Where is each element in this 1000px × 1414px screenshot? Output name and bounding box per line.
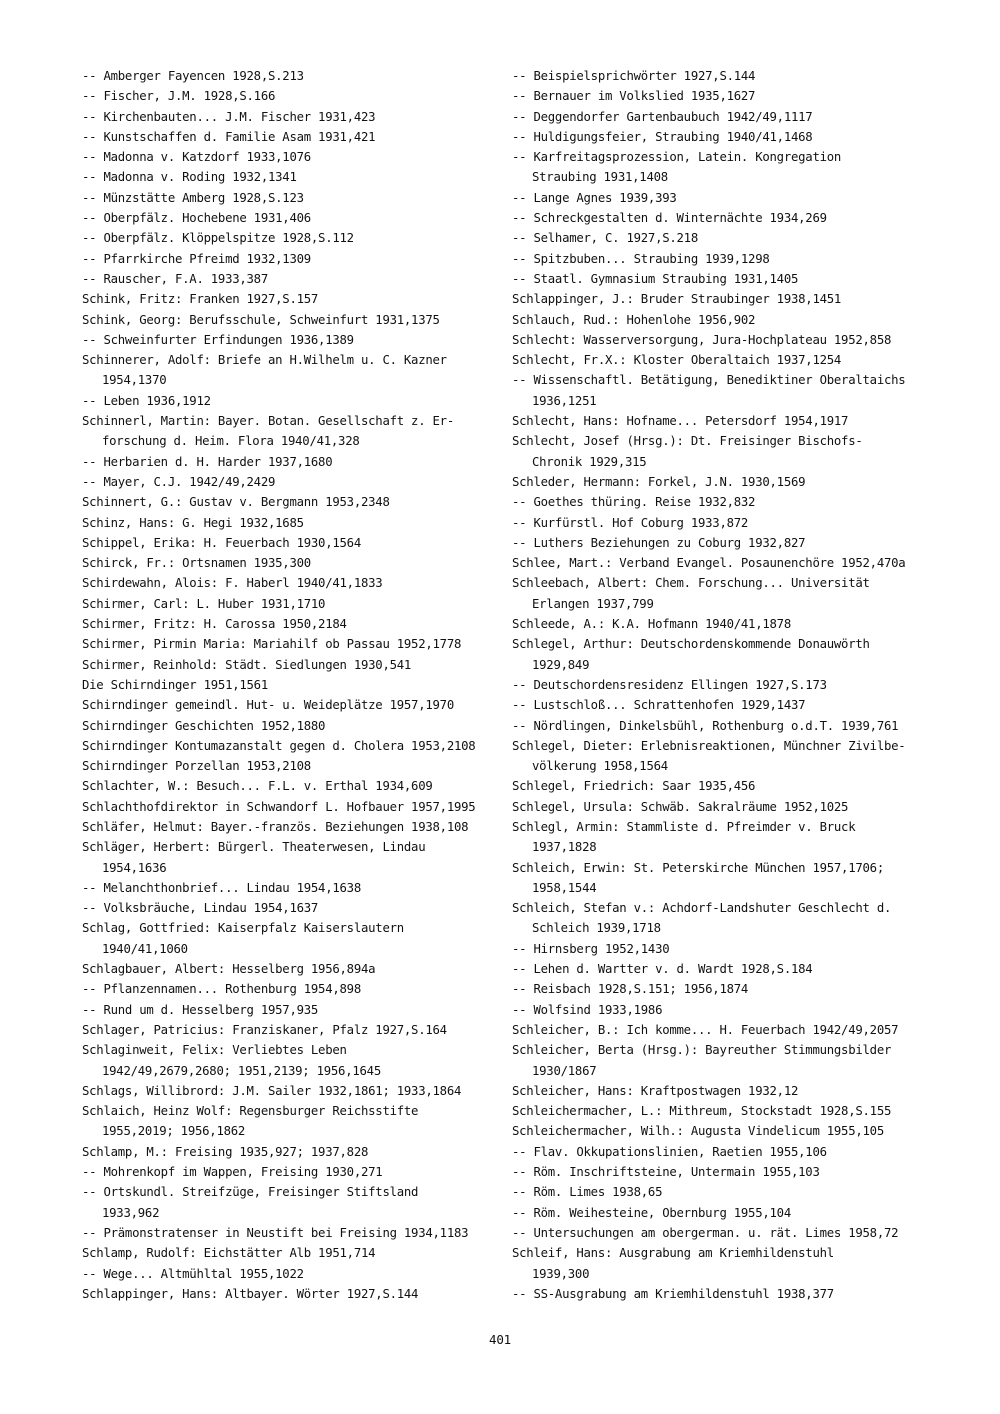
entry-line: -- Fischer, J.M. 1928,S.166 (82, 89, 276, 104)
index-entry (82, 614, 482, 634)
entry-continuation-line: 1937,1828 (532, 840, 597, 855)
index-entry (82, 776, 482, 796)
left-column (82, 66, 482, 1304)
index-entry (82, 1264, 482, 1284)
entry-line: Schlegel, Ursula: Schwäb. Sakralräume 1952,1025 (512, 799, 849, 814)
entry-line: Schlegel, Friedrich: Saar 1935,456 (512, 779, 756, 794)
entry-continuation-line: völkerung 1958,1564 (532, 759, 668, 774)
index-entry (82, 1223, 482, 1243)
index-entry (512, 1040, 922, 1081)
index-entry (82, 533, 482, 553)
index-entry (82, 86, 482, 106)
entry-line: -- Schreckgestalten d. Winternächte 1934,269 (512, 211, 827, 226)
entry-line: Schirndinger gemeindl. Hut- u. Weideplätze 1957,1970 (82, 698, 454, 713)
entry-line: Schläger, Herbert: Bürgerl. Theaterwesen, Lindau (82, 840, 426, 855)
index-entry (82, 959, 482, 979)
index-entry (82, 1142, 482, 1162)
entry-continuation-line: 1954,1370 (102, 373, 167, 388)
entry-continuation-line: forschung d. Heim. Flora 1940/41,328 (102, 434, 360, 449)
entry-line: Schleicher, Hans: Kraftpostwagen 1932,12 (512, 1083, 799, 1098)
entry-line: Schleif, Hans: Ausgrabung am Kriemhildenstuhl (512, 1246, 834, 1261)
index-entry (82, 1162, 482, 1182)
entry-line: -- Amberger Fayencen 1928,S.213 (82, 69, 304, 83)
entry-line: Schleicher, B.: Ich komme... H. Feuerbach 1942/49,2057 (512, 1022, 899, 1037)
index-entry (512, 472, 922, 492)
entry-line: Schlachter, W.: Besuch... F.L. v. Erthal 1934,609 (82, 779, 433, 794)
entry-line: Schlecht, Fr.X.: Kloster Oberaltaich 1937,1254 (512, 353, 842, 368)
entry-line: -- Lustschloß... Schrattenhofen 1929,1437 (512, 698, 806, 713)
entry-line: -- Reisbach 1928,S.151; 1956,1874 (512, 982, 749, 997)
entry-line: -- Lange Agnes 1939,393 (512, 190, 677, 205)
index-entry (82, 167, 482, 187)
entry-continuation-line: 1958,1544 (532, 880, 597, 895)
index-entry (512, 310, 922, 330)
index-entry (512, 959, 922, 979)
entry-line: Schlachthofdirektor in Schwandorf L. Hofbauer 1957,1995 (82, 799, 476, 814)
index-entry (512, 1182, 922, 1202)
index-entry (82, 716, 482, 736)
entry-line: Schleicher, Berta (Hrsg.): Bayreuther Stimmungsbilder (512, 1043, 892, 1058)
index-entry (82, 797, 482, 817)
entry-line: Schlappinger, Hans: Altbayer. Wörter 1927,S.144 (82, 1286, 419, 1301)
entry-line: -- Oberpfälz. Hochebene 1931,406 (82, 211, 311, 226)
entry-line: -- Madonna v. Roding 1932,1341 (82, 170, 297, 185)
entry-line: Schirmer, Reinhold: Städt. Siedlungen 1930,541 (82, 657, 412, 672)
entry-line: Schlegl, Armin: Stammliste d. Pfreimder v. Bruck (512, 819, 856, 834)
left-entry-list (82, 66, 482, 1304)
right-column (512, 66, 922, 1304)
index-entry (512, 188, 922, 208)
index-entry (512, 939, 922, 959)
index-entry (82, 918, 482, 959)
index-entry (82, 66, 482, 86)
entry-line: Schlamp, Rudolf: Eichstätter Alb 1951,714 (82, 1246, 376, 1261)
entry-line: Schlecht, Josef (Hrsg.): Dt. Freisinger Bischofs- (512, 434, 863, 449)
index-entry (82, 573, 482, 593)
right-entry-list (512, 66, 922, 1304)
index-entry (82, 979, 482, 999)
index-entry (512, 634, 922, 675)
index-entry (512, 330, 922, 350)
entry-line: Schinnerl, Martin: Bayer. Botan. Gesellschaft z. Er- (82, 414, 454, 429)
index-entry (82, 1101, 482, 1142)
index-entry (82, 310, 482, 330)
index-entry (512, 208, 922, 228)
entry-line: -- Leben 1936,1912 (82, 393, 211, 408)
index-entry (512, 107, 922, 127)
index-entry (512, 127, 922, 147)
index-entry (82, 634, 482, 654)
index-entry (82, 513, 482, 533)
index-entry (82, 655, 482, 675)
entry-line: -- Röm. Inschriftsteine, Untermain 1955,103 (512, 1165, 820, 1180)
entry-line: Schleder, Hermann: Forkel, J.N. 1930,1569 (512, 474, 806, 489)
page-number: 401 (489, 1332, 511, 1347)
index-entry (512, 228, 922, 248)
entry-line: Schleede, A.: K.A. Hofmann 1940/41,1878 (512, 617, 791, 632)
entry-continuation-line: Straubing 1931,1408 (532, 170, 668, 185)
entry-line: Schlagbauer, Albert: Hesselberg 1956,894a (82, 962, 376, 977)
entry-continuation-line: 1939,300 (532, 1266, 590, 1281)
entry-line: Schlegel, Dieter: Erlebnisreaktionen, Münchner Zivilbe- (512, 738, 906, 753)
index-entry (82, 492, 482, 512)
entry-line: -- Rund um d. Hesselberg 1957,935 (82, 1002, 319, 1017)
index-entry (82, 411, 482, 452)
entry-line: -- Kirchenbauten... J.M. Fischer 1931,423 (82, 109, 376, 124)
entry-line: -- Röm. Limes 1938,65 (512, 1185, 663, 1200)
entry-line: Schirmer, Pirmin Maria: Mariahilf ob Passau 1952,1778 (82, 637, 462, 652)
entry-continuation-line: 1942/49,2679,2680; 1951,2139; 1956,1645 (102, 1063, 381, 1078)
index-entry (82, 188, 482, 208)
entry-line: Schlecht: Wasserversorgung, Jura-Hochplateau 1952,858 (512, 332, 892, 347)
entry-continuation-line: Schleich 1939,1718 (532, 921, 661, 936)
index-entry (512, 431, 922, 472)
index-entry (512, 1223, 922, 1243)
index-entry (82, 472, 482, 492)
index-entry (512, 533, 922, 553)
index-entry (512, 86, 922, 106)
entry-line: Schleich, Stefan v.: Achdorf-Landshuter Geschlecht d. (512, 901, 892, 916)
entry-line: -- Huldigungsfeier, Straubing 1940/41,1468 (512, 129, 813, 144)
entry-line: Schink, Georg: Berufsschule, Schweinfurt 1931,1375 (82, 312, 440, 327)
index-entry (512, 492, 922, 512)
index-entry (82, 675, 482, 695)
entry-line: Schinz, Hans: G. Hegi 1932,1685 (82, 515, 304, 530)
index-entry (512, 66, 922, 86)
entry-line: -- Deggendorfer Gartenbaubuch 1942/49,1117 (512, 109, 813, 124)
entry-line: -- Staatl. Gymnasium Straubing 1931,1405 (512, 271, 799, 286)
index-entry (512, 614, 922, 634)
entry-line: -- Selhamer, C. 1927,S.218 (512, 231, 698, 246)
index-entry (82, 1243, 482, 1263)
entry-line: -- Rauscher, F.A. 1933,387 (82, 271, 268, 286)
entry-line: -- Untersuchungen am obergerman. u. rät. Limes 1958,72 (512, 1225, 899, 1240)
entry-line: -- Flav. Okkupationslinien, Raetien 1955,106 (512, 1144, 827, 1159)
entry-line: -- Pfarrkirche Pfreimd 1932,1309 (82, 251, 311, 266)
index-entry (512, 1081, 922, 1101)
entry-line: Schirndinger Porzellan 1953,2108 (82, 759, 311, 774)
index-entry (82, 1020, 482, 1040)
entry-line: -- Röm. Weihesteine, Obernburg 1955,104 (512, 1205, 791, 1220)
index-entry (82, 878, 482, 898)
index-entry (82, 1284, 482, 1304)
index-entry (512, 370, 922, 411)
entry-line: Schlaginweit, Felix: Verliebtes Leben (82, 1043, 347, 1058)
entry-line: -- Pflanzennamen... Rothenburg 1954,898 (82, 982, 361, 997)
entry-line: -- Karfreitagsprozession, Latein. Kongregation (512, 150, 842, 165)
entry-line: Schlappinger, J.: Bruder Straubinger 1938,1451 (512, 292, 842, 307)
index-entry (512, 675, 922, 695)
entry-line: -- Ortskundl. Streifzüge, Freisinger Stiftsland (82, 1185, 419, 1200)
index-entry (512, 147, 922, 188)
index-entry (82, 107, 482, 127)
entry-line: Schippel, Erika: H. Feuerbach 1930,1564 (82, 535, 361, 550)
index-entry (82, 147, 482, 167)
entry-continuation-line: Erlangen 1937,799 (532, 596, 654, 611)
entry-continuation-line: 1940/41,1060 (102, 941, 188, 956)
entry-continuation-line: 1954,1636 (102, 860, 167, 875)
entry-line: Schinnert, G.: Gustav v. Bergmann 1953,2348 (82, 495, 390, 510)
entry-line: -- Wege... Altmühltal 1955,1022 (82, 1266, 304, 1281)
index-entry (82, 1182, 482, 1223)
index-entry (512, 716, 922, 736)
entry-continuation-line: 1929,849 (532, 657, 590, 672)
index-entry (82, 1081, 482, 1101)
index-entry (82, 837, 482, 878)
index-entry (512, 1121, 922, 1141)
index-entry (512, 695, 922, 715)
index-entry (512, 1203, 922, 1223)
entry-line: Schleich, Erwin: St. Peterskirche München 1957,1706; (512, 860, 884, 875)
index-entry (82, 594, 482, 614)
entry-line: Schlamp, M.: Freising 1935,927; 1937,828 (82, 1144, 369, 1159)
index-entry (512, 573, 922, 614)
index-entry (512, 1284, 922, 1304)
index-entry (512, 858, 922, 899)
index-entry (512, 1101, 922, 1121)
index-entry (82, 269, 482, 289)
index-entry (512, 289, 922, 309)
index-entry (82, 228, 482, 248)
index-entry (82, 452, 482, 472)
entry-line: Die Schirndinger 1951,1561 (82, 677, 268, 692)
entry-line: -- Beispielsprichwörter 1927,S.144 (512, 69, 756, 83)
entry-line: Schlag, Gottfried: Kaiserpfalz Kaiserslautern (82, 921, 404, 936)
index-entry (512, 736, 922, 777)
entry-line: Schinnerer, Adolf: Briefe an H.Wilhelm u. C. Kazner (82, 353, 447, 368)
entry-line: -- Prämonstratenser in Neustift bei Freising 1934,1183 (82, 1225, 469, 1240)
index-entry (82, 208, 482, 228)
entry-continuation-line: 1930/1867 (532, 1063, 597, 1078)
index-entry (82, 695, 482, 715)
entry-line: -- Melanchthonbrief... Lindau 1954,1638 (82, 880, 361, 895)
entry-continuation-line: 1936,1251 (532, 393, 597, 408)
entry-line: -- Goethes thüring. Reise 1932,832 (512, 495, 756, 510)
index-entry (82, 330, 482, 350)
entry-line: Schlee, Mart.: Verband Evangel. Posaunenchöre 1952,470a (512, 556, 906, 571)
entry-continuation-line: 1955,2019; 1956,1862 (102, 1124, 246, 1139)
entry-line: Schirndinger Geschichten 1952,1880 (82, 718, 326, 733)
entry-line: -- Spitzbuben... Straubing 1939,1298 (512, 251, 770, 266)
index-entry (512, 1162, 922, 1182)
index-entry (512, 1020, 922, 1040)
entry-line: Schlager, Patricius: Franziskaner, Pfalz 1927,S.164 (82, 1022, 447, 1037)
entry-line: Schleichermacher, Wilh.: Augusta Vindelicum 1955,105 (512, 1124, 884, 1139)
index-entry (512, 1000, 922, 1020)
index-entry (82, 350, 482, 391)
entry-line: -- Bernauer im Volkslied 1935,1627 (512, 89, 756, 104)
entry-line: Schirndinger Kontumazanstalt gegen d. Cholera 1953,2108 (82, 738, 476, 753)
entry-line: Schlegel, Arthur: Deutschordenskommende Donauwörth (512, 637, 870, 652)
entry-line: -- Nördlingen, Dinkelsbühl, Rothenburg o.d.T. 1939,761 (512, 718, 899, 733)
entry-line: -- Volksbräuche, Lindau 1954,1637 (82, 901, 319, 916)
entry-line: -- Luthers Beziehungen zu Coburg 1932,827 (512, 535, 806, 550)
entry-line: Schleichermacher, L.: Mithreum, Stockstadt 1928,S.155 (512, 1104, 892, 1119)
entry-line: -- Wissenschaftl. Betätigung, Benediktiner Oberaltaichs (512, 373, 906, 388)
entry-line: -- Münzstätte Amberg 1928,S.123 (82, 190, 304, 205)
entry-line: -- Schweinfurter Erfindungen 1936,1389 (82, 332, 354, 347)
entry-line: -- Lehen d. Wartter v. d. Wardt 1928,S.184 (512, 962, 813, 977)
entry-line: Schink, Fritz: Franken 1927,S.157 (82, 292, 319, 307)
entry-line: -- Hirnsberg 1952,1430 (512, 941, 670, 956)
entry-line: Schleebach, Albert: Chem. Forschung... Universität (512, 576, 870, 591)
index-entry (82, 289, 482, 309)
entry-line: Schlags, Willibrord: J.M. Sailer 1932,1861; 1933,1864 (82, 1083, 462, 1098)
entry-continuation-line: Chronik 1929,315 (532, 454, 647, 469)
entry-continuation-line: 1933,962 (102, 1205, 160, 1220)
index-entry (82, 756, 482, 776)
index-entry (512, 249, 922, 269)
entry-line: -- Wolfsind 1933,1986 (512, 1002, 663, 1017)
index-entry (512, 898, 922, 939)
index-entry (512, 350, 922, 370)
index-entry (512, 1142, 922, 1162)
index-entry (512, 979, 922, 999)
entry-line: -- Oberpfälz. Klöppelspitze 1928,S.112 (82, 231, 354, 246)
index-entry (82, 1040, 482, 1081)
index-entry (512, 269, 922, 289)
entry-line: Schirmer, Fritz: H. Carossa 1950,2184 (82, 617, 347, 632)
index-entry (82, 553, 482, 573)
index-entry (82, 391, 482, 411)
index-entry (82, 898, 482, 918)
index-entry (512, 776, 922, 796)
entry-line: Schlecht, Hans: Hofname... Petersdorf 1954,1917 (512, 414, 849, 429)
entry-line: -- Mayer, C.J. 1942/49,2429 (82, 474, 276, 489)
entry-line: -- Kunstschaffen d. Familie Asam 1931,421 (82, 129, 376, 144)
entry-line: Schirdewahn, Alois: F. Haberl 1940/41,1833 (82, 576, 383, 591)
index-entry (512, 1243, 922, 1284)
entry-line: -- SS-Ausgrabung am Kriemhildenstuhl 1938,377 (512, 1286, 834, 1301)
index-entry (82, 249, 482, 269)
entry-line: -- Kurfürstl. Hof Coburg 1933,872 (512, 515, 749, 530)
entry-line: -- Herbarien d. H. Harder 1937,1680 (82, 454, 333, 469)
entry-line: Schirck, Fr.: Ortsnamen 1935,300 (82, 556, 311, 571)
index-entry (512, 411, 922, 431)
index-entry (512, 797, 922, 817)
index-entry (82, 1000, 482, 1020)
index-entry (82, 127, 482, 147)
entry-line: Schläfer, Helmut: Bayer.-französ. Beziehungen 1938,108 (82, 819, 469, 834)
entry-line: -- Mohrenkopf im Wappen, Freising 1930,271 (82, 1165, 383, 1180)
index-entry (82, 817, 482, 837)
index-entry (82, 736, 482, 756)
entry-line: -- Deutschordensresidenz Ellingen 1927,S.173 (512, 677, 827, 692)
index-entry (512, 513, 922, 533)
index-entry (512, 817, 922, 858)
entry-line: Schirmer, Carl: L. Huber 1931,1710 (82, 596, 326, 611)
entry-line: Schlauch, Rud.: Hohenlohe 1956,902 (512, 312, 756, 327)
entry-line: -- Madonna v. Katzdorf 1933,1076 (82, 150, 311, 165)
entry-line: Schlaich, Heinz Wolf: Regensburger Reichsstifte (82, 1104, 419, 1119)
index-entry (512, 553, 922, 573)
